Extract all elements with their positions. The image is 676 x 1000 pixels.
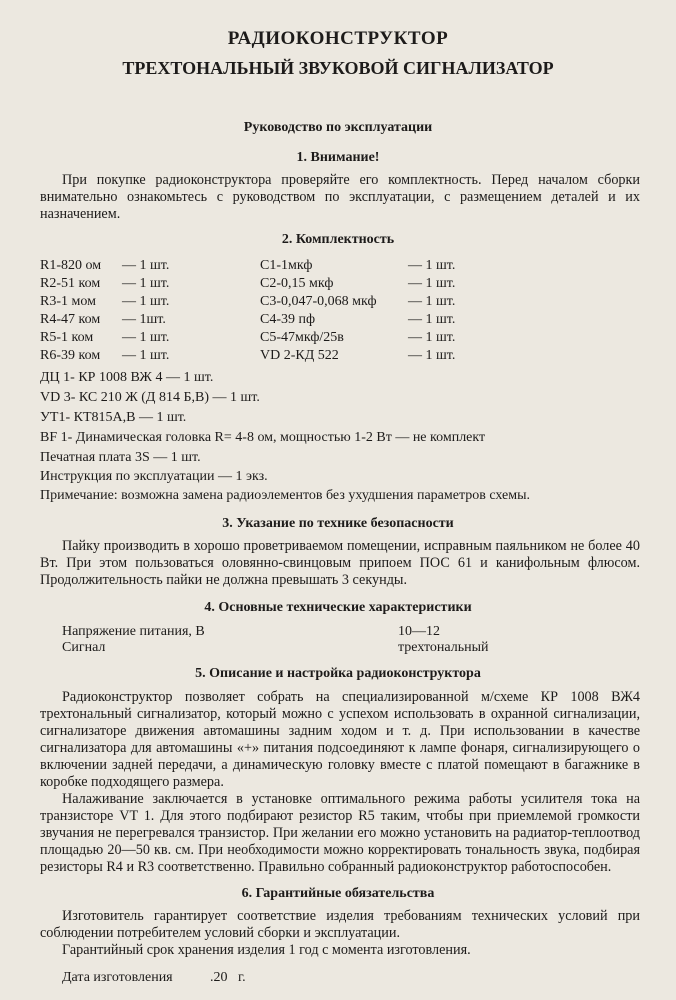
spec-value: трехтональный (398, 640, 489, 655)
part-qty: — 1 шт. (408, 330, 456, 345)
section-5-body-1: Радиоконструктор позволяет собрать на специализированной м/схеме КР 1008 ВЖ4 трехтональный сигнализатор, который можно с успехом использовать в охранной сигнализации, сигнализаторе движения автомашины задним ходом и т. д. При использовании в качестве сигнализатора для автомашины «+» питания подсоединяют к лампе фонаря, сигнализирующего о включении задней передачи, а динамическую головку вместе с платой помещают в багажнике в коробке подходящего размера. (40, 689, 640, 790)
part-qty: — 1 шт. (408, 312, 456, 327)
part-name: C3-0,047-0,068 мкф (260, 294, 377, 309)
part-qty: — 1 шт. (408, 348, 456, 363)
page-title: РАДИОКОНСТРУКТОР (227, 28, 449, 49)
parts-line: BF 1- Динамическая головка R= 4-8 ом, мощностью 1-2 Вт — не комплект (40, 430, 486, 445)
part-qty: — 1 шт. (122, 348, 170, 363)
section-3-heading: 3. Указание по технике безопасности (222, 516, 454, 531)
section-2-heading: 2. Комплектность (281, 232, 395, 247)
part-name: C1-1мкф (260, 258, 313, 273)
section-6-heading: 6. Гарантийные обязательства (241, 886, 435, 901)
section-6-para-2 (40, 942, 640, 959)
section-5-heading: 5. Описание и настройка радиоконструктора (195, 666, 481, 681)
part-name: R4-47 ком (40, 312, 101, 327)
parts-line: УТ1- КТ815А,В — 1 шт. (40, 410, 187, 425)
part-qty: — 1 шт. (408, 294, 456, 309)
spec-label: Сигнал (62, 640, 106, 655)
part-qty: — 1 шт. (122, 258, 170, 273)
page-subtitle: ТРЕХТОНАЛЬНЫЙ ЗВУКОВОЙ СИГНАЛИЗАТОР (122, 58, 554, 78)
section-5-body-2: Налаживание заключается в установке оптимального режима работы усилителя тока на транзисторе VT 1. Для этого подбирают резистор R5 таким, чтобы при приемлемой громкости звучания не перегревался транзистор. При желании его можно установить на радиатор-теплоотвод площадью 20—50 кв. см. При необходимости можно корректировать тональность звука, подбирая резисторы R4 и R3 соответственно. Правильно собранный радиоконструктор работоспособен. (40, 791, 640, 875)
parts-note: Примечание: возможна замена радиоэлементов без ухудшения параметров схемы. (40, 488, 531, 503)
section-5-para-2 (40, 791, 640, 876)
part-qty: — 1 шт. (408, 276, 456, 291)
part-name: R2-51 ком (40, 276, 101, 291)
part-name: R3-1 мом (40, 294, 96, 309)
section-1-text (40, 172, 640, 223)
part-qty: — 1шт. (122, 312, 166, 327)
part-qty: — 1 шт. (408, 258, 456, 273)
section-3-text (40, 538, 640, 589)
part-name: C4-39 пф (260, 312, 316, 327)
date-label: Дата изготовления (62, 970, 173, 985)
parts-line: Печатная плата 3S — 1 шт. (40, 450, 201, 465)
part-name: R5-1 ком (40, 330, 94, 345)
part-qty: — 1 шт. (122, 330, 170, 345)
date-value: .20 г. (210, 970, 246, 985)
parts-line: VD 3- КС 210 Ж (Д 814 Б,В) — 1 шт. (40, 390, 260, 405)
part-qty: — 1 шт. (122, 294, 170, 309)
section-1-heading: 1. Внимание! (296, 150, 380, 165)
part-name: R1-820 ом (40, 258, 102, 273)
section-6-body-1: Изготовитель гарантирует соответствие изделия требованиям технических условий при соблюдении потребителем условий сборки и эксплуатации. (40, 908, 640, 941)
part-name: R6-39 ком (40, 348, 101, 363)
part-name: C5-47мкф/25в (260, 330, 344, 345)
section-6-para-1 (40, 908, 640, 942)
part-qty: — 1 шт. (122, 276, 170, 291)
section-5-para-1 (40, 689, 640, 791)
section-1-body: При покупке радиоконструктора проверяйте его комплектность. Перед началом сборки внимательно ознакомьтесь с руководством по эксплуатации, с размещением деталей и их назначением. (40, 172, 640, 222)
spec-value: 10—12 (398, 624, 440, 639)
parts-line: Инструкция по эксплуатации — 1 экз. (40, 469, 268, 484)
part-name: VD 2-КД 522 (260, 348, 339, 363)
section-4-heading: 4. Основные технические характеристики (204, 600, 472, 615)
part-name: C2-0,15 мкф (260, 276, 334, 291)
manual-heading: Руководство по эксплуатации (243, 120, 433, 135)
spec-label: Напряжение питания, В (62, 624, 205, 639)
section-3-body: Пайку производить в хорошо проветриваемом помещении, исправным паяльником не более 40 Вт. При этом пользоваться оловянно-свинцовым припоем ПОС 61 и канифольным флюсом. Продолжительность пайки не должна превышать 3 секунды. (40, 538, 640, 588)
parts-line: ДЦ 1- КР 1008 ВЖ 4 — 1 шт. (40, 370, 214, 385)
section-6-body-2: Гарантийный срок хранения изделия 1 год с момента изготовления. (62, 942, 471, 958)
